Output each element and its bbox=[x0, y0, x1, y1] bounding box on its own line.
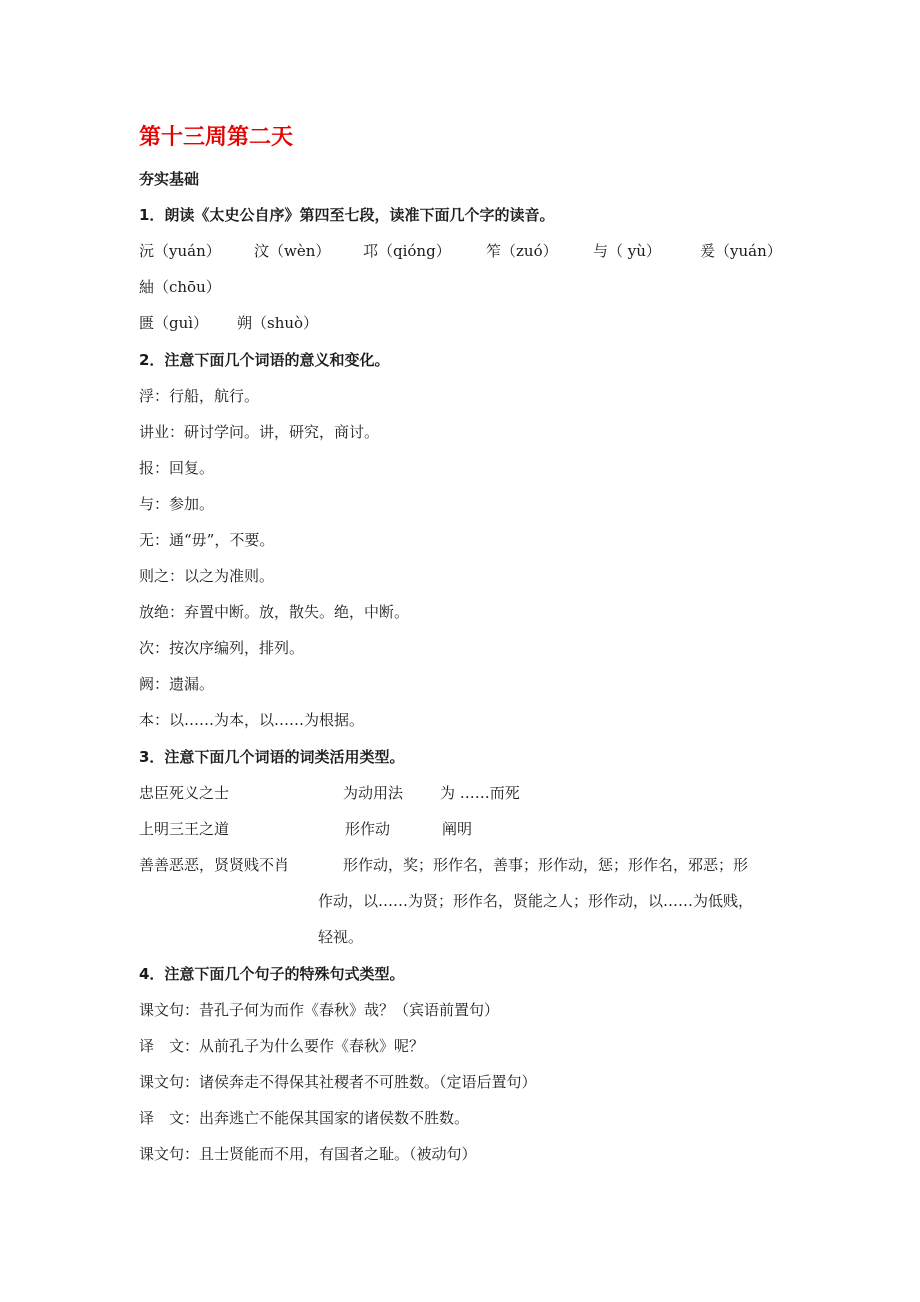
pronunciation-item: 爰（yuán） bbox=[700, 242, 782, 260]
pronunciation-item: 笮（zuó） bbox=[486, 242, 558, 260]
page-title: 第十三周第二天 bbox=[139, 125, 294, 150]
word-meaning-item: 讲业：研讨学问。讲，研究，商讨。 bbox=[139, 423, 380, 441]
word-meaning-item: 浮：行船，航行。 bbox=[139, 387, 260, 405]
usage-meaning: 阐明 bbox=[442, 820, 473, 838]
word-meaning-item: 报：回复。 bbox=[139, 459, 215, 477]
word-meaning-item: 阙：遗漏。 bbox=[139, 675, 215, 693]
pronunciation-item: 朔（shuò） bbox=[237, 314, 319, 332]
usage-phrase: 善善恶恶，贤贤贱不肖 bbox=[139, 856, 290, 874]
pronunciation-item: 匮（guì） bbox=[139, 314, 209, 332]
usage-phrase: 上明三王之道 bbox=[139, 820, 230, 838]
q3-heading: 3．注意下面几个词语的词类活用类型。 bbox=[139, 748, 405, 766]
usage-phrase: 忠臣死义之士 bbox=[139, 784, 230, 802]
usage-explanation-line: 轻视。 bbox=[318, 928, 364, 946]
usage-explanation-line: 形作动，奖；形作名，善事；形作动，惩；形作名，邪恶；形 bbox=[343, 856, 749, 874]
pronunciation-item: 邛（qióng） bbox=[363, 242, 451, 260]
sentence-item: 课文句：且士贤能而不用，有国者之耻。（被动句） bbox=[139, 1145, 477, 1163]
usage-explanation-line: 作动，以……为贤；形作名，贤能之人；形作动，以……为低贱， bbox=[318, 892, 754, 910]
word-meaning-item: 放绝：弃置中断。放，散失。绝，中断。 bbox=[139, 603, 410, 621]
pronunciation-item: 沅（yuán） bbox=[139, 242, 221, 260]
word-meaning-item: 本：以……为本，以……为根据。 bbox=[139, 711, 365, 729]
pronunciation-item: 紬（chōu） bbox=[139, 278, 221, 296]
section-heading: 夯实基础 bbox=[139, 170, 200, 188]
word-meaning-item: 与：参加。 bbox=[139, 495, 215, 513]
word-meaning-item: 则之：以之为准则。 bbox=[139, 567, 275, 585]
usage-type: 形作动 bbox=[345, 820, 391, 838]
translation-item: 译 文：从前孔子为什么要作《春秋》呢？ bbox=[139, 1037, 425, 1055]
sentence-item: 课文句：诸侯奔走不得保其社稷者不可胜数。（定语后置句） bbox=[139, 1073, 537, 1091]
q1-heading: 1．朗读《太史公自序》第四至七段，读准下面几个字的读音。 bbox=[139, 206, 555, 224]
word-meaning-item: 无：通“毋”，不要。 bbox=[139, 531, 275, 549]
word-meaning-item: 次：按次序编列，排列。 bbox=[139, 639, 305, 657]
sentence-item: 课文句：昔孔子何为而作《春秋》哉？（宾语前置句） bbox=[139, 1001, 500, 1019]
pronunciation-item: 与（ yù） bbox=[593, 242, 661, 260]
q2-heading: 2．注意下面几个词语的意义和变化。 bbox=[139, 351, 390, 369]
usage-meaning: 为 ……而死 bbox=[440, 784, 520, 802]
pronunciation-item: 汶（wèn） bbox=[254, 242, 331, 260]
q4-heading: 4．注意下面几个句子的特殊句式类型。 bbox=[139, 965, 405, 983]
translation-item: 译 文：出奔逃亡不能保其国家的诸侯数不胜数。 bbox=[139, 1109, 470, 1127]
usage-type: 为动用法 bbox=[343, 784, 404, 802]
